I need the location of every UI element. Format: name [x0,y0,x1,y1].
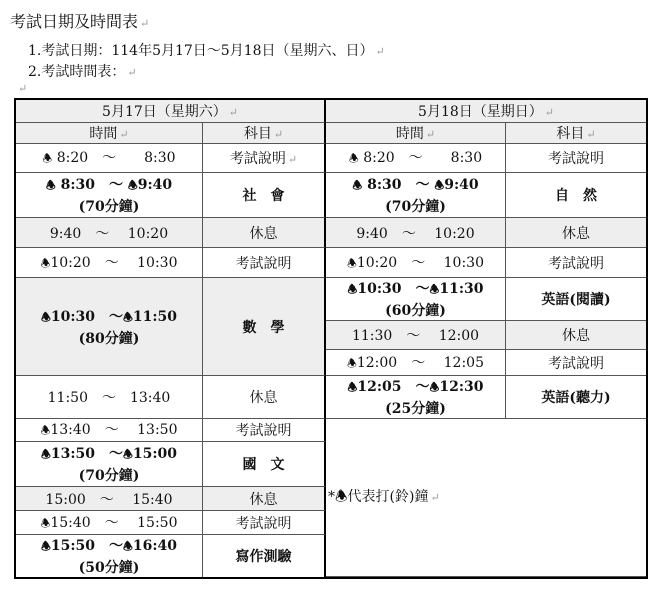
bell-icon: 🕭 [41,448,51,461]
bell-icon: 🕭 [347,283,358,296]
day1-subject-cell: 休息 [203,218,326,248]
day1-subject-cell: 休息 [203,487,326,511]
day2-time-cell: 🕭 8:20 ～ 8:30 [326,144,506,173]
paragraph-mark: ↵ [18,82,28,95]
bell-icon: 🕭 [347,256,357,270]
day1-time-cell: 🕭15:50 ～🕭16:40 (50分鐘) [16,535,203,577]
day1-time-cell: 9:40 ～ 10:20 [16,218,203,248]
day2-subject-cell: 休息 [506,218,646,248]
bell-icon: 🕭 [40,424,51,437]
duration-label: (60分鐘) [385,303,446,319]
bell-icon: 🕭 [123,540,133,553]
duration-label: (25分鐘) [385,401,446,417]
day2-time-header: 時間 ↵ [326,123,506,144]
bell-note-cell: *🕭代表打(鈴)鐘 ↵ [326,419,646,577]
day1-time-cell: 🕭10:30 ～🕭11:50 (80分鐘) [16,278,203,376]
day2-subject-cell: 考試說明 [506,248,646,278]
day1-header: 5月17日（星期六） ↵ [16,100,326,123]
exam-date-line: 1.考試日期：114年5月17日～5月18日（星期六、日） ↵ [28,43,385,59]
day2-subject-header: 科目 ↵ [506,123,646,144]
day1-subject-cell: 考試說明 [203,511,326,535]
bell-icon: 🕭 [429,381,440,394]
bell-icon: 🕭 [434,179,445,192]
day2-time-cell: 🕭12:05 ～🕭12:30 (25分鐘) [326,376,506,419]
day1-time-cell: 🕭 8:30 ～ 🕭9:40 (70分鐘) [16,173,203,218]
bell-icon: 🕭 [429,283,440,296]
bell-icon: 🕭 [41,310,51,324]
day1-subject-cell: 考試說明 ↵ [203,144,326,173]
day1-subject-cell: 社 會 [203,173,326,218]
exam-schedule-line: 2.考試時間表： ↵ [28,64,137,80]
day1-subject-cell: 數 學 [203,278,326,376]
day1-subject-cell: 休息 [203,376,326,419]
day2-time-cell: 9:40 ～ 10:20 [326,218,506,248]
day2-subject-cell: 英語(聽力) [506,376,646,419]
duration-label: (70分鐘) [78,199,140,215]
day1-subject-cell: 國 文 [203,442,326,487]
day1-time-cell: 🕭10:20 ～ 10:30 [16,248,203,278]
day2-time-cell: 🕭12:00 ～ 12:05 [326,350,506,376]
day2-time-cell: 🕭 8:30 ～ 🕭9:40 (70分鐘) [326,173,506,218]
bell-icon: 🕭 [40,256,51,270]
bell-icon: 🕭 [40,516,51,530]
bell-note: *🕭代表打(鈴)鐘 [328,488,429,505]
day2-subject-cell: 考試說明 [506,144,646,173]
bell-icon: 🕭 [42,152,53,165]
day1-time-cell: 🕭15:40 ～ 15:50 [16,511,203,535]
day2-time-cell: 🕭10:20 ～ 10:30 [326,248,506,278]
day1-time-cell: 15:00 ～ 15:40 [16,487,203,511]
day1-time-cell: 11:50 ～ 13:40 [16,376,203,419]
day1-subject-cell: 寫作測驗 [203,535,326,577]
day2-header: 5月18日（星期日） ↵ [326,100,646,123]
duration-label: (80分鐘) [78,330,140,347]
bell-icon: 🕭 [45,179,56,192]
duration-label: (50分鐘) [78,560,140,576]
day1-subject-cell: 考試說明 [203,419,326,442]
bell-icon: 🕭 [347,381,358,394]
bell-icon: 🕭 [127,179,138,192]
day1-time-cell: 🕭13:50 ～🕭15:00 (70分鐘) [16,442,203,487]
exam-schedule-table [14,98,648,579]
duration-label: (70分鐘) [385,199,446,215]
day2-subject-cell: 自 然 [506,173,646,218]
bell-icon: 🕭 [348,152,359,165]
day1-time-cell: 🕭 8:20 ～ 8:30 [16,144,203,173]
day2-subject-cell: 英語(閱讀) [506,278,646,321]
bell-icon: 🕭 [352,179,363,192]
bell-icon: 🕭 [123,310,133,324]
document-title: 考試日期及時間表 ↵ [10,12,150,31]
day2-time-cell: 11:30 ～ 12:00 [326,321,506,350]
day1-time-header: 時間 ↵ [16,123,203,144]
day2-subject-cell: 休息 [506,321,646,350]
bell-icon: 🕭 [347,356,357,370]
duration-label: (70分鐘) [78,468,140,484]
bell-icon: 🕭 [41,540,51,553]
day2-subject-cell: 考試說明 [506,350,646,376]
bell-icon: 🕭 [123,448,133,461]
day2-time-cell: 🕭10:30 ～🕭11:30 (60分鐘) [326,278,506,321]
day1-time-cell: 🕭13:40 ～ 13:50 [16,419,203,442]
day1-subject-cell: 考試說明 [203,248,326,278]
day1-subject-header: 科目 ↵ [203,123,326,144]
